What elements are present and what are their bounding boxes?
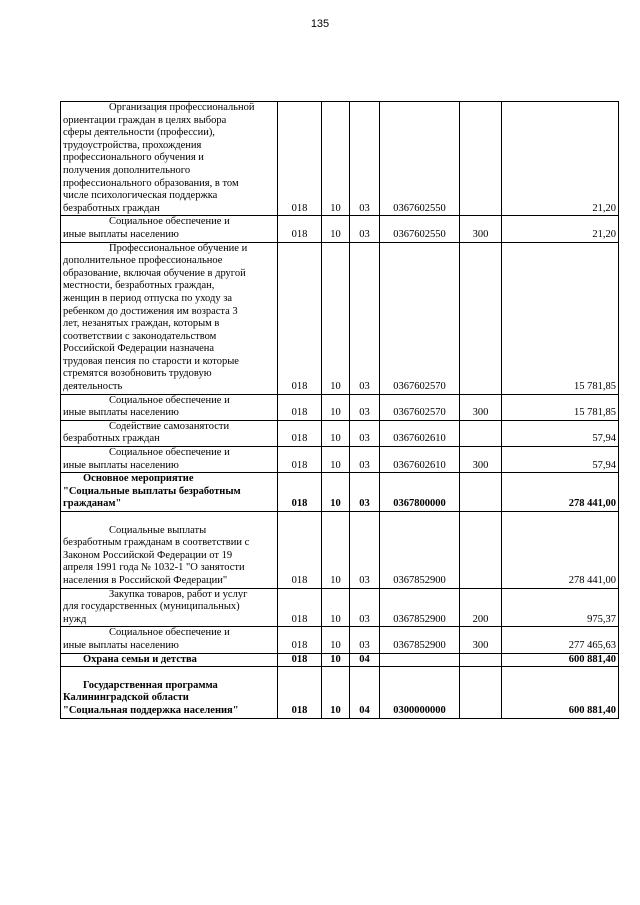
- code-vr: [460, 667, 502, 718]
- code-cs: [380, 653, 460, 667]
- code-gr: 018: [278, 102, 322, 216]
- row-name-line: Содействие самозанятости: [109, 420, 230, 432]
- row-name: [61, 216, 278, 242]
- row-name-line: Законом Российской Федерации от 19: [63, 549, 233, 561]
- row-name-line: безработным гражданам в соответствии с: [63, 537, 250, 549]
- code-rz: 10: [322, 242, 350, 394]
- budget-table: [60, 101, 619, 719]
- sum-amount: 600 881,40: [502, 667, 619, 718]
- code-pr: 03: [350, 588, 380, 627]
- table-row: [61, 102, 619, 216]
- row-name: [61, 667, 278, 718]
- row-name-line: нужд: [63, 613, 87, 625]
- row-name: [61, 512, 278, 589]
- row-name-line: трудовая пенсия по старости и которые: [63, 355, 239, 367]
- row-name-line: Социальные выплаты: [109, 524, 207, 536]
- code-cs: 0367852900: [380, 627, 460, 653]
- row-name-line: [63, 667, 275, 680]
- row-name-line: Калининградской области: [63, 692, 189, 704]
- row-name-line: безработных граждан: [63, 202, 160, 214]
- row-name-line: Социальное обеспечение и: [109, 627, 230, 639]
- row-name-line: гражданам": [63, 498, 122, 510]
- row-name: [61, 588, 278, 627]
- sum-amount: 57,94: [502, 420, 619, 446]
- row-name-line: образование, включая обучение в другой: [63, 267, 246, 279]
- row-name-line: Профессиональное обучение и: [109, 242, 248, 254]
- code-pr: 03: [350, 216, 380, 242]
- row-name-line: профессионального образования, в том: [63, 177, 239, 189]
- row-name-line: лет, незанятых граждан, которым в: [63, 318, 220, 330]
- code-vr: [460, 420, 502, 446]
- table-row: [61, 588, 619, 627]
- row-name-line: ориентации граждан в целях выбора: [63, 114, 227, 126]
- row-name-line: апреля 1991 года № 1032-1 "О занятости: [63, 562, 245, 574]
- code-rz: 10: [322, 512, 350, 589]
- code-gr: 018: [278, 394, 322, 420]
- page-number: 135: [310, 18, 330, 30]
- row-name-line: Российской Федерации назначена: [63, 343, 215, 355]
- code-vr: 300: [460, 394, 502, 420]
- table-row: [61, 216, 619, 242]
- code-rz: 10: [322, 627, 350, 653]
- code-rz: 10: [322, 588, 350, 627]
- code-cs: 0367852900: [380, 512, 460, 589]
- row-name-line: женщин в период отпуска по уходу за: [63, 292, 233, 304]
- code-gr: 018: [278, 473, 322, 512]
- code-pr: 03: [350, 447, 380, 473]
- row-name-line: [63, 512, 275, 525]
- sum-amount: 21,20: [502, 216, 619, 242]
- code-cs: 0367800000: [380, 473, 460, 512]
- row-name-line: иные выплаты населению: [63, 407, 179, 419]
- row-name-line: деятельность: [63, 381, 123, 393]
- table-row: [61, 394, 619, 420]
- code-vr: [460, 512, 502, 589]
- table-row: [61, 667, 619, 718]
- code-vr: [460, 473, 502, 512]
- row-name-line: населения в Российской Федерации": [63, 574, 228, 586]
- code-gr: 018: [278, 627, 322, 653]
- code-cs: 0367852900: [380, 588, 460, 627]
- code-gr: 018: [278, 667, 322, 718]
- code-vr: 300: [460, 216, 502, 242]
- table-row: [61, 420, 619, 446]
- code-gr: 018: [278, 420, 322, 446]
- row-name: [61, 102, 278, 216]
- row-name: [61, 394, 278, 420]
- row-name-line: "Социальная поддержка населения": [63, 704, 239, 716]
- sum-amount: 21,20: [502, 102, 619, 216]
- code-cs: 0300000000: [380, 667, 460, 718]
- code-pr: 03: [350, 420, 380, 446]
- row-name-line: ребенком до достижения им возраста 3: [63, 305, 238, 317]
- row-name-line: Социальное обеспечение и: [109, 447, 230, 459]
- row-name-line: безработных граждан: [63, 433, 160, 445]
- row-name-line: "Социальные выплаты безработным: [63, 485, 241, 497]
- table-row: [61, 242, 619, 394]
- row-name-line: соответствии с законодательством: [63, 330, 217, 342]
- sum-amount: 277 465,63: [502, 627, 619, 653]
- row-name-line: иные выплаты населению: [63, 228, 179, 240]
- table-row: [61, 473, 619, 512]
- code-cs: 0367602570: [380, 242, 460, 394]
- code-cs: 0367602550: [380, 102, 460, 216]
- sum-amount: 600 881,40: [502, 653, 619, 667]
- code-pr: 03: [350, 473, 380, 512]
- code-vr: [460, 242, 502, 394]
- row-name-line: Социальное обеспечение и: [109, 394, 230, 406]
- row-name-line: иные выплаты населению: [63, 459, 179, 471]
- row-name-line: трудоустройства, прохождения: [63, 139, 202, 151]
- code-pr: 03: [350, 627, 380, 653]
- row-name: [61, 627, 278, 653]
- table-body: [61, 102, 619, 719]
- code-cs: 0367602570: [380, 394, 460, 420]
- code-pr: 04: [350, 653, 380, 667]
- code-gr: 018: [278, 447, 322, 473]
- table-row: [61, 653, 619, 667]
- code-vr: 300: [460, 627, 502, 653]
- code-vr: [460, 102, 502, 216]
- row-name: [61, 242, 278, 394]
- row-name-line: стремятся возобновить трудовую: [63, 368, 212, 380]
- row-name-line: Государственная программа: [83, 679, 218, 691]
- code-cs: 0367602610: [380, 447, 460, 473]
- row-name-line: иные выплаты населению: [63, 639, 179, 651]
- code-pr: 04: [350, 667, 380, 718]
- row-name-line: числе психологическая поддержка: [63, 190, 218, 202]
- code-pr: 03: [350, 102, 380, 216]
- row-name: [61, 447, 278, 473]
- table-row: [61, 447, 619, 473]
- row-name-line: для государственных (муниципальных): [63, 601, 240, 613]
- row-name-line: дополнительное профессиональное: [63, 255, 223, 267]
- code-gr: 018: [278, 653, 322, 667]
- row-name: [61, 473, 278, 512]
- sum-amount: 278 441,00: [502, 512, 619, 589]
- code-gr: 018: [278, 242, 322, 394]
- code-rz: 10: [322, 473, 350, 512]
- table-row: [61, 512, 619, 589]
- code-rz: 10: [322, 653, 350, 667]
- row-name-line: местности, безработных граждан,: [63, 280, 215, 292]
- code-rz: 10: [322, 394, 350, 420]
- row-name-line: сферы деятельности (профессии),: [63, 127, 215, 139]
- row-name: [61, 653, 278, 667]
- code-pr: 03: [350, 242, 380, 394]
- code-rz: 10: [322, 102, 350, 216]
- row-name-line: Социальное обеспечение и: [109, 216, 230, 228]
- code-rz: 10: [322, 447, 350, 473]
- code-cs: 0367602610: [380, 420, 460, 446]
- code-rz: 10: [322, 420, 350, 446]
- code-vr: 300: [460, 447, 502, 473]
- row-name-line: получения дополнительного: [63, 164, 191, 176]
- code-vr: 200: [460, 588, 502, 627]
- sum-amount: 975,37: [502, 588, 619, 627]
- row-name-line: профессионального обучения и: [63, 152, 204, 164]
- sum-amount: 57,94: [502, 447, 619, 473]
- row-name-line: Закупка товаров, работ и услуг: [109, 588, 248, 600]
- row-name-line: Охрана семьи и детства: [83, 653, 197, 665]
- code-vr: [460, 653, 502, 667]
- table-row: [61, 627, 619, 653]
- code-rz: 10: [322, 216, 350, 242]
- row-name: [61, 420, 278, 446]
- sum-amount: 15 781,85: [502, 394, 619, 420]
- sum-amount: 278 441,00: [502, 473, 619, 512]
- code-gr: 018: [278, 588, 322, 627]
- sum-amount: 15 781,85: [502, 242, 619, 394]
- code-gr: 018: [278, 216, 322, 242]
- code-gr: 018: [278, 512, 322, 589]
- code-cs: 0367602550: [380, 216, 460, 242]
- code-pr: 03: [350, 512, 380, 589]
- row-name-line: Основное мероприятие: [83, 473, 194, 485]
- row-name-line: Организация профессиональной: [109, 102, 255, 113]
- code-rz: 10: [322, 667, 350, 718]
- code-pr: 03: [350, 394, 380, 420]
